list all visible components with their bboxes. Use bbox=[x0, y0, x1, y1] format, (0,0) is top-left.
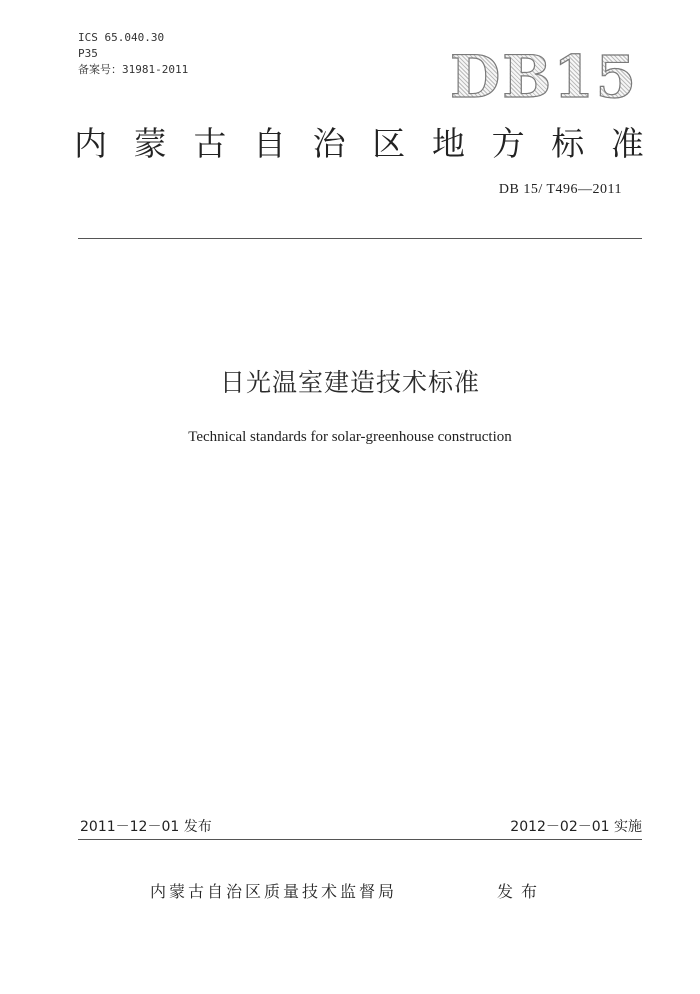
ics-code: ICS 65.040.30 bbox=[78, 31, 165, 44]
standard-type-char: 标 bbox=[551, 124, 585, 163]
standard-type-title bbox=[74, 124, 644, 164]
standard-type-char: 准 bbox=[610, 124, 644, 163]
publish-label: 发布 bbox=[497, 882, 546, 901]
standard-type-char: 自 bbox=[252, 124, 286, 163]
document-title-en: Technical standards for solar-greenhouse construction bbox=[188, 429, 512, 445]
standard-type-char: 方 bbox=[491, 124, 525, 163]
document-title-cn: 日光温室建造技术标准 bbox=[219, 368, 480, 397]
standard-type-char: 内 bbox=[74, 124, 107, 163]
standard-type-char: 地 bbox=[431, 124, 465, 163]
record-number: 备案号：31981-2011 bbox=[78, 63, 189, 76]
standard-type-char: 区 bbox=[372, 124, 406, 163]
standard-type-char: 治 bbox=[312, 124, 346, 163]
standard-type-char: 蒙 bbox=[133, 124, 167, 163]
standard-number: DB 15/ T496—2011 bbox=[498, 182, 622, 197]
standard-type-char: 古 bbox=[193, 124, 227, 163]
footer-divider bbox=[78, 839, 642, 840]
db15-logo: DB15 bbox=[450, 43, 639, 111]
header-meta bbox=[78, 30, 188, 78]
publisher-name: 内蒙古自治区质量技术监督局 bbox=[150, 882, 398, 901]
classification-code: P35 bbox=[78, 47, 98, 60]
issue-date: 2011－12－01 发布 bbox=[80, 819, 212, 835]
header-divider bbox=[78, 238, 642, 239]
implementation-date: 2012－02－01 实施 bbox=[510, 819, 642, 835]
